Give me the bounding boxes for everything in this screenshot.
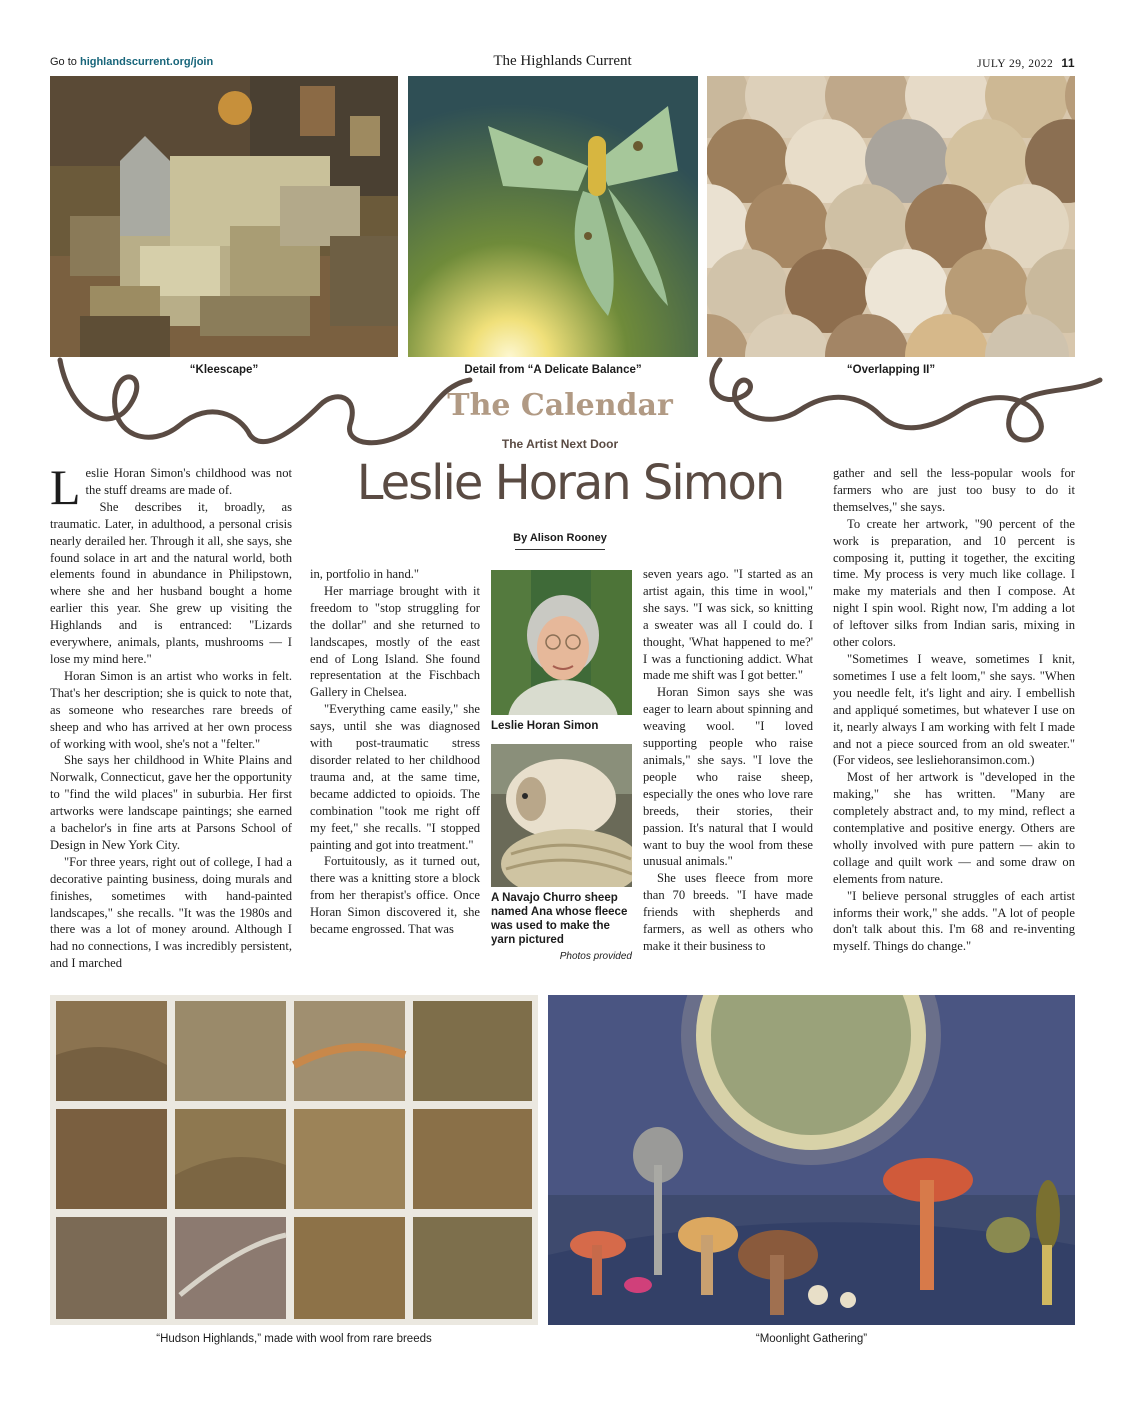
paragraph: She uses fleece from more than 70 breeds. "I have made friends with shepherds and farmers, as well as others who make it their business to [643,871,813,953]
join-link[interactable]: highlandscurrent.org/join [79,56,214,68]
sheep-photo [491,744,632,887]
paper-name: The Highlands Current [493,53,632,69]
overlapping-photo [707,76,1075,357]
portrait-photo [491,570,632,715]
kleescape-photo [50,76,398,357]
delicate-balance-caption: Detail from “A Delicate Balance” [464,364,642,376]
paragraph: Horan Simon is an artist who works in felt. That's her description; she is quick to note that, as someone who researches rare breeds of sheep and who has arrived at her own process of working with wool, she's not a "felter." [50,668,292,751]
paragraph: Her marriage brought with it freedom to "stop struggling for the dollar" and she returned to landscapes, mostly of the east end of Long Island. She found representation at the Fischbach Gallery in Chelsea. [310,583,480,700]
delicate-balance-photo [408,76,698,357]
page-number: 11 [1061,56,1075,70]
article-column-1 [50,459,292,972]
paragraph: She describes it, broadly, as traumatic. Later, in adulthood, a personal crisis nearly derailed her. Through it all, she says, she found solace in art and the natural world, both elements found in abundance in Philipstown, where she and her husband bought a home earlier this year. She grew up visiting the Highlands and is entranced: "Lizards everywhere, animals, plants, mushrooms — I lose my mind here." [50,499,292,666]
overlapping-caption: “Overlapping II” [846,364,936,376]
paragraph: "Sometimes I weave, sometimes I knit, sometimes I use a felt loom," she says. "When you needle felt, it's light and airy. I embellish and appliqué sometimes, but whatever I use on it, nearly always I am working with felt I made and not a piece sourced from an old sweater." (For videos, see lesliehoransimon.com.) [833,651,1075,768]
moonlight-gathering-caption: “Moonlight Gathering” [755,1333,868,1345]
byline: By Alison Rooney [513,532,607,544]
drop-cap: L [50,459,81,515]
portrait-caption: Leslie Horan Simon [491,720,599,732]
paragraph: gather and sell the less-popular wools for farmers who are just too busy to do it themselves," she says. [833,466,1075,514]
portrait-image [491,570,632,715]
paragraph: Most of her artwork is "developed in the making," she has written. "Many are completely abstract and, to my mind, reflect a contemplative and positive energy. Others are wholly involved with pure pattern — akin to collage and quilt work — and some draw on elements from nature. [833,770,1075,886]
paragraph: "Everything came easily," she says, until she was diagnosed with post-traumatic stress disorder related to her childhood trauma and, at the same time, became addicted to opioids. The combination "took me right off my feet," she recalls. "I stopped painting and got into treatment." [310,702,480,852]
article-column-4 [833,465,1075,955]
kleescape-artwork [50,76,398,357]
sheep-caption: A Navajo Churro sheep named Ana whose fleece was used to make the yarn pictured [491,892,628,946]
overlapping-scales-artwork [707,76,1075,357]
article-column-2 [310,566,480,938]
sheep-image [491,744,632,887]
paragraph: To create her artwork, "90 percent of the work is preparation, and 10 percent is composing it, putting it together, the exciting time. My process is very much like collage. I make my materials and then I compose. At night I spin wool. Right now, I'm adding a lot of leftover silks from Indian saris, mixing in other colors. [833,516,1075,650]
hudson-highlands-artwork [50,995,538,1325]
paragraph: "I believe personal struggles of each artist informs their work," she adds. "A lot of people don't talk about this. I'm 68 and re-inventing myself. Things do change." [833,888,1075,954]
byline-rule [515,549,605,550]
paragraph: seven years ago. "I started as an artist again, this time in wool," she says. "I was sick, so knitting a sweater was all I could do. I thought, 'What happened to me?' I was a functioning addict. What made me shift was I got better." [643,567,813,683]
paragraph: Horan Simon says she was eager to learn about spinning and weaving wool. "I loved supporting people who raise animals," she says. "I love the people who raise sheep, especially the ones who love rare breeds, their stories, their passion. It's natural that I would want to buy the wool from these unusual animals." [643,685,813,869]
section-title: The Calendar [447,388,673,423]
headline: Leslie Horan Simon [356,455,784,511]
luna-moth-artwork [408,76,698,357]
moonlight-gathering-artwork [548,995,1075,1325]
join-prefix: Go to [50,56,80,68]
paragraph: eslie Horan Simon's childhood was not the stuff dreams are made of. [85,466,292,497]
issue-info [977,56,1075,70]
moonlight-gathering-photo [548,995,1075,1325]
paragraph: in, portfolio in hand." [310,567,420,581]
hudson-highlands-photo [50,995,538,1325]
article-column-3 [643,566,813,955]
kicker: The Artist Next Door [501,437,619,451]
photo-credit: Photos provided [559,951,632,962]
kleescape-caption: “Kleescape” [189,364,259,376]
paragraph: "For three years, right out of college, I had a decorative painting business, doing murals and finishes, sometimes with hand-painted landscapes," she recalls. "It was the 1980s and there was a lot of money around. Although I had no connections, I was incredibly persistent, and I marched [50,854,292,971]
paragraph: She says her childhood in White Plains and Norwalk, Connecticut, gave her the opportunity to "find the wild places" in suburbia. Her first artworks were landscape paintings; she earned a bachelor's in fine arts at Parsons School of Design in New York City. [50,753,292,852]
hudson-highlands-caption: “Hudson Highlands,” made with wool from rare breeds [156,1333,432,1345]
issue-date: JULY 29, 2022 [977,58,1054,70]
paragraph: Fortuitously, as it turned out, there was a knitting store a block from her therapist's office. Once Horan Simon discovered it, she became engrossed. That was [310,854,480,937]
